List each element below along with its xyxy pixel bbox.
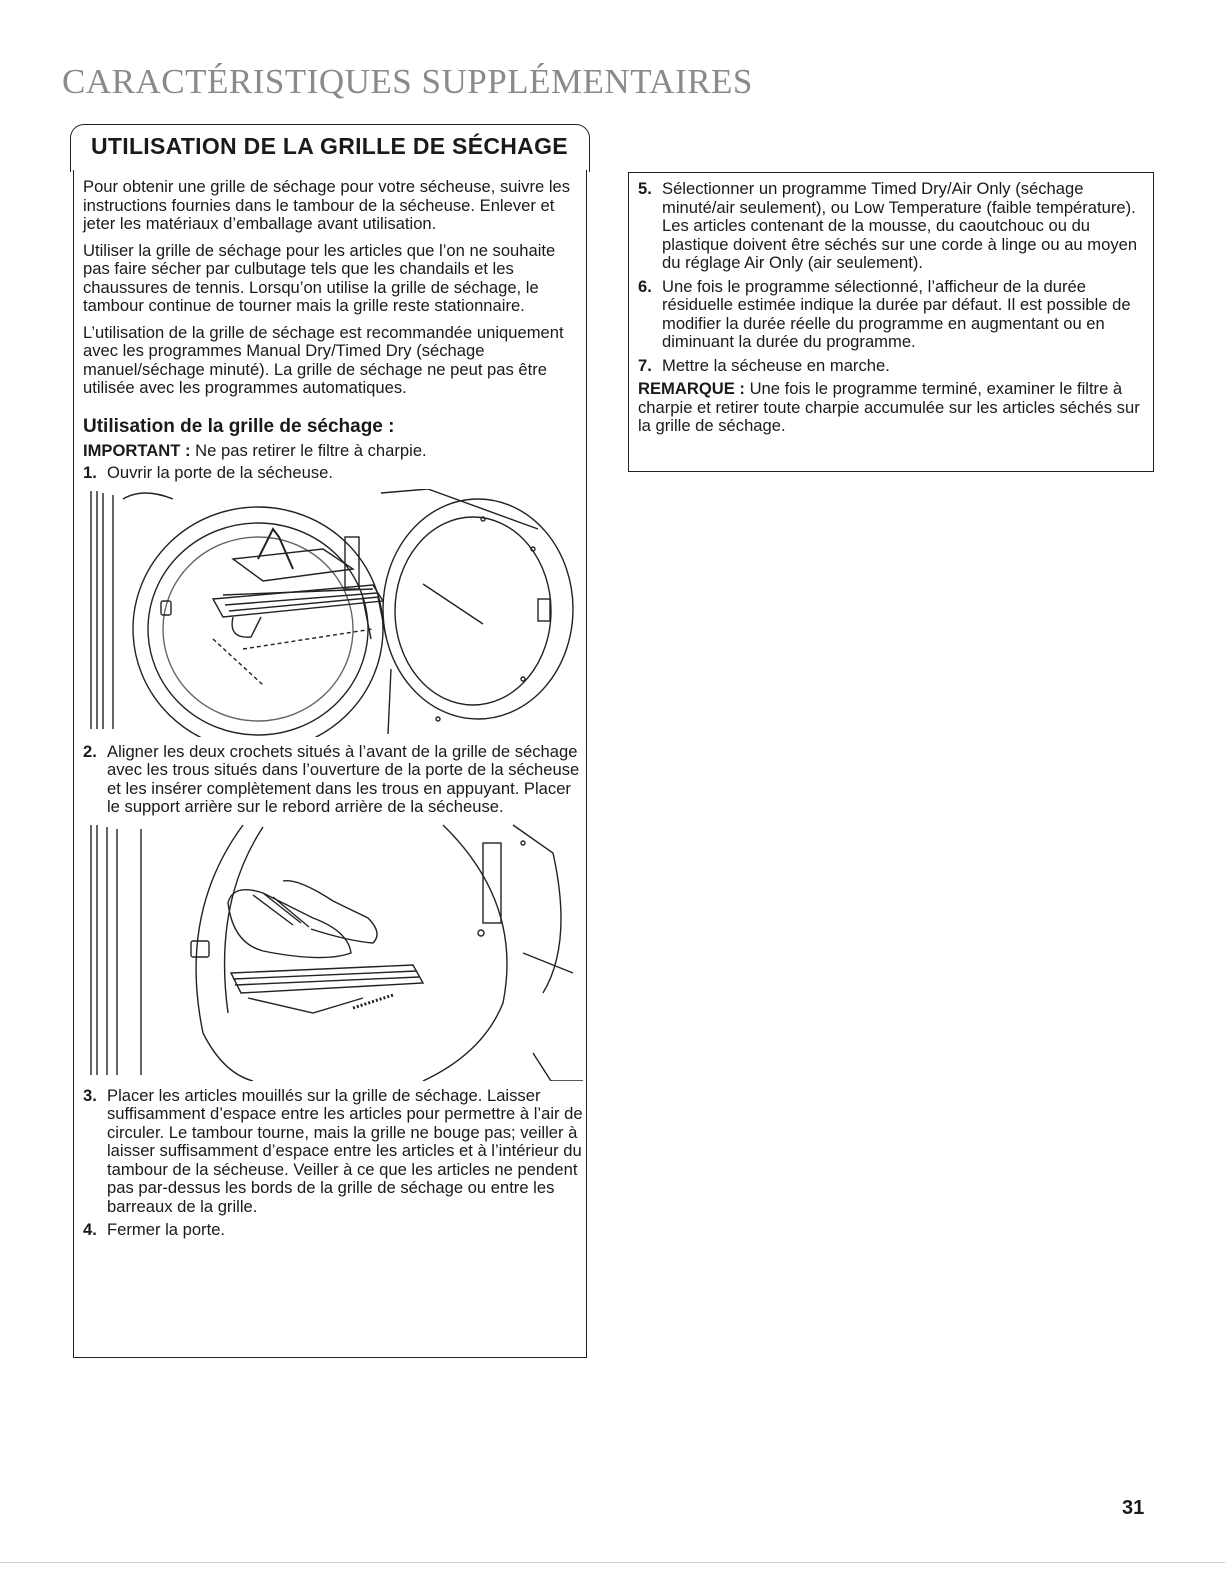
step-number: 7. (638, 355, 652, 375)
step-item (638, 180, 1150, 273)
remark-text: Une fois le programme terminé, examiner le filtre à charpie et retirer toute charpie accumulée sur les articles séchés sur la grille de séchage. (638, 379, 1140, 435)
step-number: 5. (638, 179, 652, 198)
step-text: Fermer la porte. (107, 1220, 226, 1239)
remark-label: REMARQUE : (638, 379, 745, 398)
step-text: Sélectionner un programme Timed Dry/Air Only (séchage minuté/air seulement), ou Low Temperature (faible température). Les articles contenant de la mousse, du caoutchouc ou du plastique doivent être séchés sur une corde à linge ou au moyen du réglage Air Only (air seulement). (662, 179, 1138, 272)
important-note (83, 442, 583, 461)
step-number: 2. (83, 741, 97, 761)
step-text: Ouvrir la porte de la sécheuse. (107, 463, 333, 482)
step-text: Placer les articles mouillés sur la grille de séchage. Laisser suffisamment d’espace entre les articles pour permettre à l’air de circuler. Le tambour tourne, mais la grille ne bouge pas; veiller à laisser suffisamment d’espace entre les articles et à l’intérieur du tambour de la sécheuse. Veiller à ce que les articles ne pendent pas par-dessus les bords de la grille de séchage ou entre les barreaux de la grille. (107, 1085, 583, 1216)
important-label: IMPORTANT : (83, 440, 191, 460)
step-item (83, 1221, 583, 1240)
dryer-open-door-illustration (83, 489, 583, 737)
left-column (83, 178, 583, 1245)
shoes-on-rack-illustration (83, 823, 583, 1081)
step-item (83, 743, 583, 817)
page-title: CARACTÉRISTIQUES SUPPLÉMENTAIRES (62, 62, 753, 101)
right-column (638, 180, 1150, 444)
step-number: 1. (83, 463, 97, 482)
section-title: UTILISATION DE LA GRILLE DE SÉCHAGE (91, 133, 568, 159)
step-text: Une fois le programme sélectionné, l’afficheur de la durée résiduelle estimée indique la durée par défaut. Il est possible de modifier la durée réelle du programme en augmentant ou en diminuant la durée du programme. (662, 276, 1131, 351)
step-item (638, 278, 1150, 352)
step-text: Aligner les deux crochets situés à l’avant de la grille de séchage avec les trous situés dans l’ouverture de la porte de la sécheuse et les insérer complètement dans les trous en appuyant. Placer le support arrière sur le rebord arrière de la sécheuse. (107, 741, 580, 816)
step-number: 3. (83, 1085, 97, 1105)
remark-note (638, 380, 1150, 436)
step-text: Mettre la sécheuse en marche. (662, 355, 890, 375)
subheading: Utilisation de la grille de séchage : (83, 415, 395, 437)
step-number: 4. (83, 1220, 97, 1239)
important-text: Ne pas retirer le filtre à charpie. (195, 440, 427, 460)
step-item (83, 464, 583, 483)
step-number: 6. (638, 276, 652, 296)
step-item (83, 1087, 583, 1217)
section-tab (70, 124, 590, 172)
intro-paragraph: Utiliser la grille de séchage pour les articles que l’on ne souhaite pas faire sécher par culbutage tels que les chandails et les chaussures de tennis. Lorsqu’on utilise la grille de séchage, le tambour continue de tourner mais la grille reste stationnaire. (83, 240, 556, 315)
step-item (638, 357, 1150, 376)
page-number: 31 (1122, 1497, 1145, 1519)
intro-paragraph: Pour obtenir une grille de séchage pour votre sécheuse, suivre les instructions fournies dans le tambour de la sécheuse. Enlever et jeter les matériaux d’emballage avant utilisation. (83, 177, 571, 233)
intro-paragraph: L’utilisation de la grille de séchage est recommandée uniquement avec les programmes Manual Dry/Timed Dry (séchage manuel/séchage minuté). La grille de séchage ne peut pas être utilisée avec les programmes automatiques. (83, 322, 564, 397)
bottom-rule (0, 1562, 1225, 1563)
